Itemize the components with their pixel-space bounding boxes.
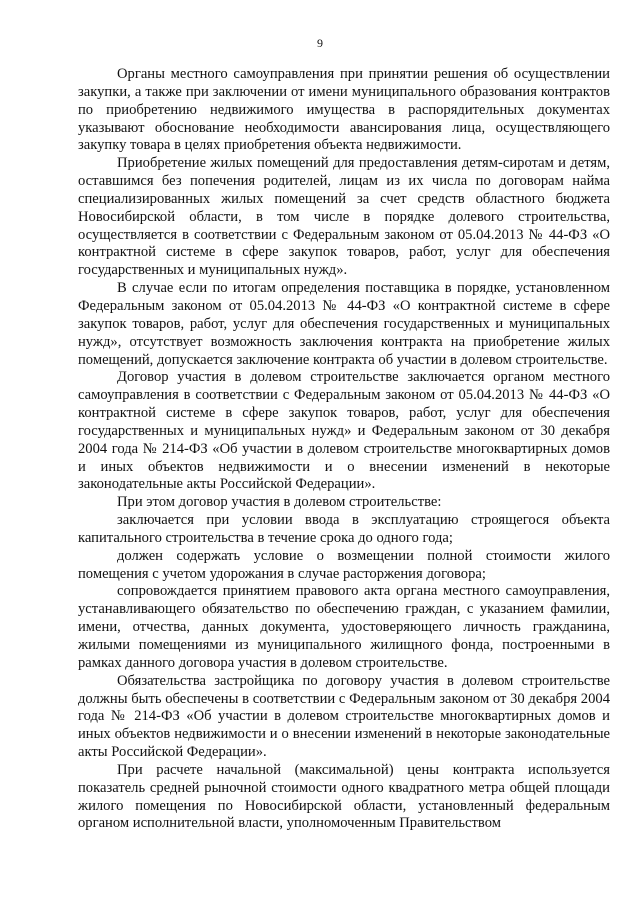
paragraph-condition-reimbursement: должен содержать условие о возмещении полной стоимости жилого помещения с учетом удорожания в случае расторжения договора; [78, 547, 610, 582]
paragraph-housing-acquisition: Приобретение жилых помещений для предоставления детям-сиротам и детям, оставшимся без попечения родителей, лицам из их числа по договорам найма специализированных жилых помещений за счет средств областного бюджета Новосибирской области, в том числе в порядке долевого строительства, осуществляется в соответствии с Федеральным законом от 05.04.2013 № 44-ФЗ «О контрактной системе в сфере закупок товаров, работ, услуг для обеспечения государственных и муниципальных нужд». [78, 155, 610, 279]
page-number: 9 [317, 36, 323, 50]
paragraph-condition-legal-act: сопровождается принятием правового акта органа местного самоуправления, устанавливающего обязательство по обеспечению граждан, с указанием фамилии, имени, отчества, данных документа, удостоверяющего личность гражданина, жилыми помещениями из муниципального жилищного фонда, построенными в рамках данного договора участия в долевом строительстве. [78, 583, 610, 671]
paragraph-shared-construction-contract: Договор участия в долевом строительстве заключается органом местного самоуправления в соответствии с Федеральным законом от 05.04.2013 № 44-ФЗ «О контрактной системе в сфере закупок товаров, работ, услуг для обеспечения государственных и муниципальных нужд» и Федеральным законом от 30 декабря 2004 года № 214-ФЗ «Об участии в долевом строительстве многоквартирных домов и иных объектов недвижимости и о внесении изменений в некоторые законодательные акты Российской Федерации». [78, 369, 610, 493]
paragraph-procurement-decision: Органы местного самоуправления при принятии решения об осуществлении закупки, а также при заключении от имени муниципального образования контрактов по приобретению недвижимого имущества в распорядительных документах указывают обоснование необходимости авансирования лица, осуществляющего закупку товара в целях приобретения объекта недвижимости. [78, 66, 610, 154]
paragraph-developer-obligations: Обязательства застройщика по договору участия в долевом строительстве должны быть обеспечены в соответствии с Федеральным законом от 30 декабря 2004 года № 214-ФЗ «Об участии в долевом строительстве многоквартирных домов и иных объектов недвижимости и о внесении изменений в некоторые законодательные акты Российской Федерации». [78, 672, 610, 761]
document-body [78, 66, 610, 833]
paragraph-price-calculation: При расчете начальной (максимальной) цены контракта используется показатель средней рыночной стоимости одного квадратного метра общей площади жилого помещения по Новосибирской области, установленный федеральным органом исполнительной власти, уполномоченным Правительством [78, 761, 610, 832]
paragraph-supplier-determination: В случае если по итогам определения поставщика в порядке, установленном Федеральным законом от 05.04.2013 № 44-ФЗ «О контрактной системе в сфере закупок товаров, работ, услуг для обеспечения государственных и муниципальных нужд», отсутствует возможность заключения контракта на приобретение жилых помещений, допускается заключение контракта об участии в долевом строительстве. [78, 280, 610, 368]
paragraph-contract-conditions-intro: При этом договор участия в долевом строительстве: [117, 494, 442, 511]
paragraph-condition-commissioning: заключается при условии ввода в эксплуатацию строящегося объекта капитального строительства в течение срока до одного года; [78, 512, 610, 546]
